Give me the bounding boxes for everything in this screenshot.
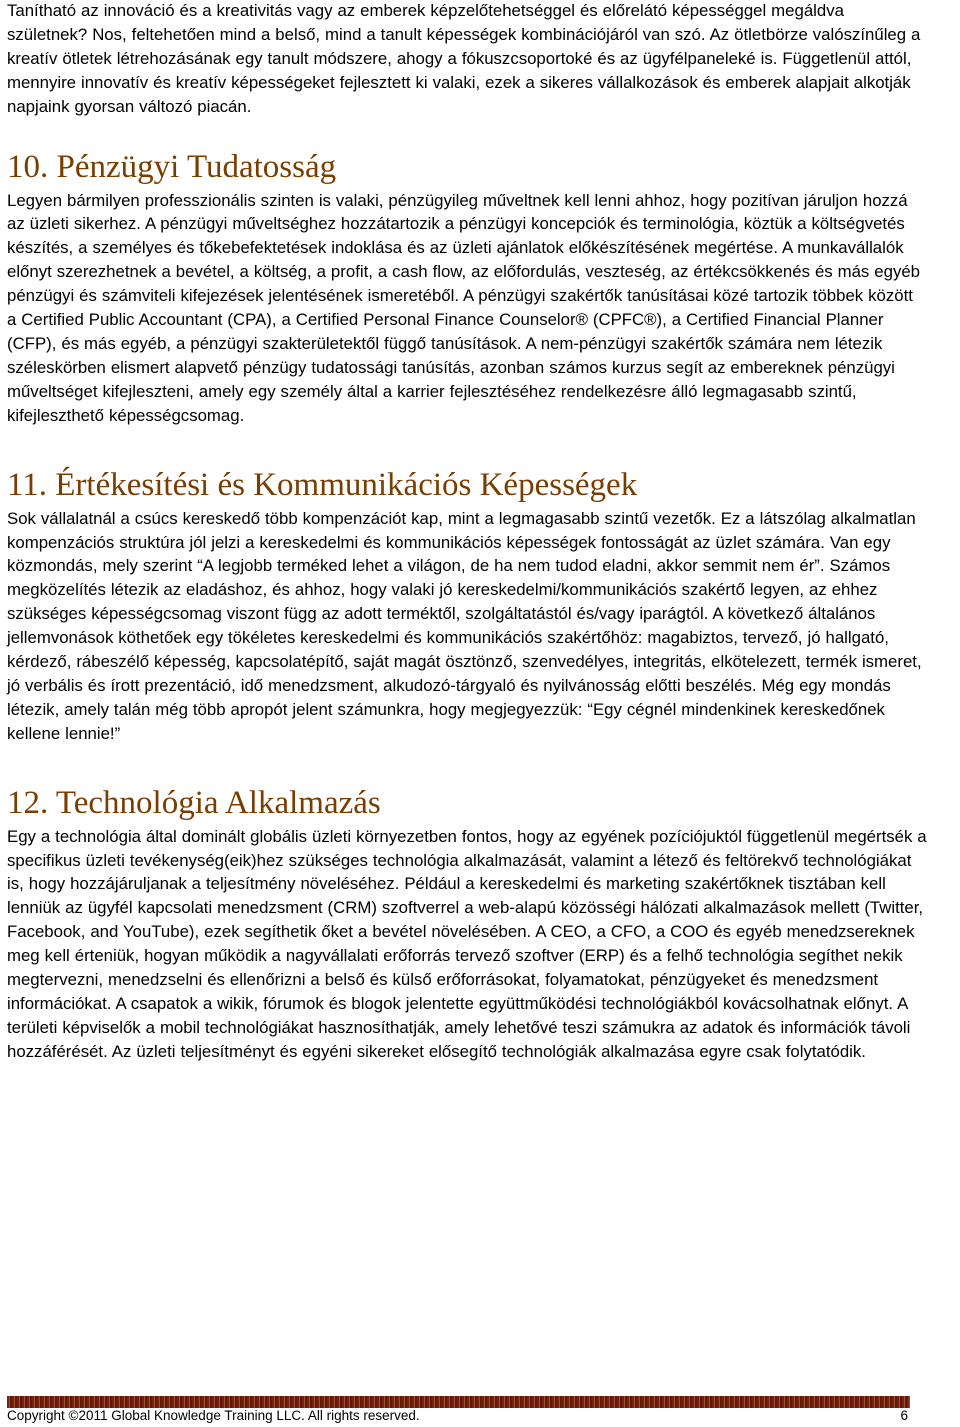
document-page [7,0,927,1064]
section-body-technology: Egy a technológia által dominált globális üzleti környezetben fontos, hogy az egyének pozíciójuktól függetlenül megértsék a specifikus üzleti tevékenység(eik)hez szükséges technológia alkalmazását, valamint a létező és feltörekvő technológiákat is, hogy hozzájáruljanak a teljesítmény növeléséhez. Például a kereskedelmi és marketing szakértőknek tisztában kell lenniük az ügyfél kapcsolati menedzsment (CRM) szoftverrel a web-alapú közösségi hálózati alkalmazások mellett (Twitter, Facebook, and YouTube), ezek segíthetik őket a bevétel növelésében. A CEO, a CFO, a COO és egyéb menedzsereknek meg kell érteniük, hogyan működik a nagyvállalati erőforrás tervező szoftver (ERP) és a felhő technológia segíthet nekik megtervezni, menedzselni és ellenőrizni a belső és külső erőforrásokat, folyamatokat, pénzügyeket és menedzsment információkat. A csapatok a wikik, fórumok és blogok jelentette együttműködési technológiákból kovácsolhatnak előnyt. A területi képviselők a mobil technológiákat hasznosíthatják, amely lehetővé teszi számukra az adatok és információk távoli hozzáférését. Az üzleti teljesítményt és egyéni sikereket elősegítő technológiák alkalmazása egyre csak folytatódik. [7,826,927,1061]
section-body-financial-awareness: Legyen bármilyen professzionális szinten is valaki, pénzügyileg műveltnek kell lenni ahhoz, hogy pozitívan járuljon hozzá az üzleti sikerhez. A pénzügyi műveltséghez hozzátartozik a pénzügyi koncepciók és terminológia, köztük a költségvetés készítés, a személyes és tőkebefektetések indoklása és az üzleti ajánlatok előkészítésének megértése. A munkavállalók előnyt szerezhetnek a bevétel, a költség, a profit, a cash flow, az előfordulás, veszteség, az értékcsökkenés és más egyéb pénzügyi és számviteli kifejezések jelentésének ismeretéből. A pénzügyi szakértők tanúsításai közé tartozik többek között a Certified Public Accountant (CPA), a Certified Personal Finance Counselor® (CPFC®), a Certified Financial Planner (CFP), és más egyéb, a pénzügyi szakterületektől függő tanúsítások. A nem-pénzügyi szakértők számára nem létezik széleskörben elismert alapvető pénzügy tudatossági tanúsítás, azonban számos kurzus segít az embereknek pénzügyi műveltséget kifejleszteni, amely egy személy által a karrier fejlesztéséhez rendelkezésre álló legmagasabb szintű, kifejleszthető képességcsomag. [7,190,921,425]
section-heading-sales-communication: 11. Értékesítési és Kommunikációs Képességek [7,466,638,503]
section-heading-technology: 12. Technológia Alkalmazás [7,784,381,821]
page-number: 6 [900,1408,908,1423]
footer-copyright: Copyright ©2011 Global Knowledge Training LLC. All rights reserved. [7,1408,420,1423]
page-footer [7,1407,910,1425]
intro-paragraph: Tanítható az innováció és a kreativitás vagy az emberek képzelőtehetséggel és előrelátó képességgel megáldva születnek? Nos, feltehetően mind a belső, mind a tanult képességek kombinációjáról van szó. Az ötletbörze valószínűleg a kreatív ötletek létrehozásának egy tanult módszere, ahogy a fókuszcsoportoké és az ügyfélpaneleké is. Függetlenül attól, mennyire innovatív és kreatív képességeket fejlesztett ki valaki, ezek a sikeres vállalkozások és emberek alapjait alkotják napjaink gyorsan változó piacán. [7,1,921,116]
section-body-sales-communication: Sok vállalatnál a csúcs kereskedő több kompenzációt kap, mint a legmagasabb szintű vezetők. Ez a látszólag alkalmatlan kompenzációs struktúra jól jelzi a kereskedelmi és kommunikációs képességek fontosságát az üzlet számára. Van egy közmondás, mely szerint “A legjobb terméked lehet a világon, de ha nem tudod eladni, akkor semmit nem ér”. Számos megközelítés létezik az eladáshoz, és ahhoz, hogy valaki jó kereskedelmi/kommunikációs szakértő legyen, az ehhez szükséges képességcsomag viszont függ az adott terméktől, szolgáltatástól és/vagy iparágtól. A következő általános jellemvonások köthetőek egy tökéletes kereskedelmi és kommunikációs szakértőhöz: magabiztos, tervező, jó hallgató, kérdező, rábeszélő képesség, kapcsolatépítő, saját magát ösztönző, szenvedélyes, integritás, elkötelezett, termék ismeret, jó verbális és írott prezentáció, idő menedzsment, alkudozó-tárgyaló és nyilvánosság előtti beszélés. Még egy mondás létezik, amely talán még több apropót jelent számunkra, hogy megjegyezzük: “Egy cégnél mindenkinek kereskedőnek kellene lennie!” [7,508,922,743]
section-heading-financial-awareness: 10. Pénzügyi Tudatosság [7,148,337,185]
